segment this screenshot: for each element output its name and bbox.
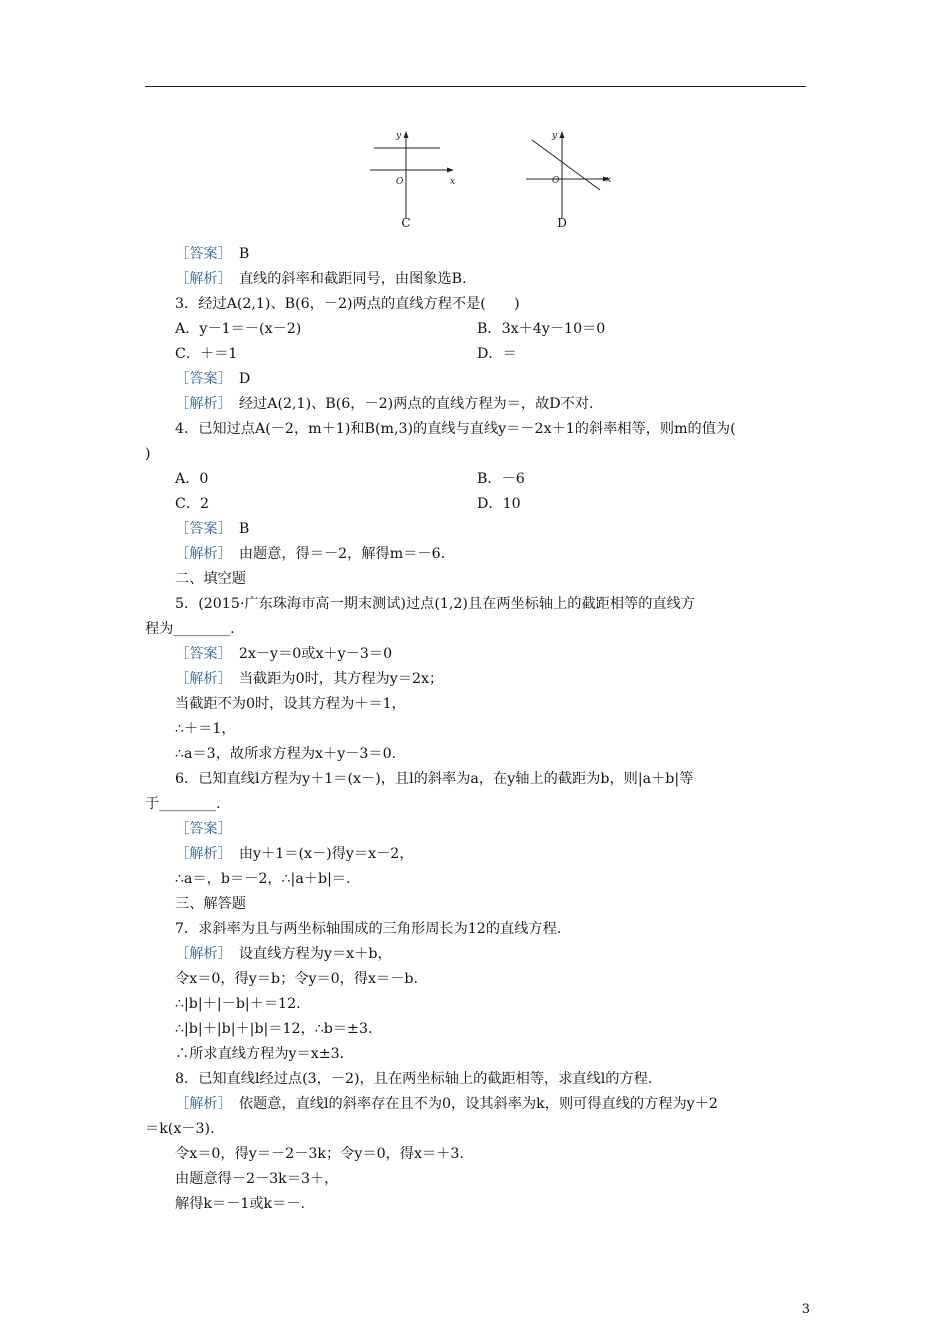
text-line xyxy=(145,317,806,342)
line-text: B xyxy=(224,246,250,262)
line-text: 依题意，直线l的斜率存在且不为0，设其斜率为k，则可得直线的方程为y＋2 xyxy=(224,1096,718,1112)
text-line xyxy=(145,642,806,667)
line-text: ∴a＝3，故所求方程为x＋y－3＝0. xyxy=(175,746,397,762)
text-line xyxy=(145,867,806,892)
line-text: D xyxy=(224,371,251,387)
graph-d-origin-label: O xyxy=(552,176,560,186)
text-line xyxy=(145,342,806,367)
label-tag: ［解析］ xyxy=(175,1096,225,1112)
option-right: D．10 xyxy=(477,496,521,512)
label-tag: ［解析］ xyxy=(175,946,225,962)
line-text: ∴|b|＋|b|＋|b|＝12，∴b＝±3. xyxy=(175,1021,373,1037)
line-text: 令x＝0，得y＝b；令y＝0，得x＝－b. xyxy=(175,971,419,987)
line-text: 当截距为0时，其方程为y＝2x； xyxy=(224,671,444,687)
option-left: C．＋＝1 xyxy=(175,346,238,362)
text-line xyxy=(145,1017,806,1042)
line-text: ∴所求直线方程为y＝x±3. xyxy=(175,1046,345,1062)
text-line xyxy=(145,467,806,492)
line-text: 解得k＝－1或k＝－. xyxy=(175,1196,306,1212)
text-line xyxy=(145,417,806,442)
option-left: A．0 xyxy=(175,471,209,487)
text-line xyxy=(145,492,806,517)
text-line xyxy=(145,767,806,792)
line-text: 3．经过A(2,1)、B(6，－2)两点的直线方程不是( ) xyxy=(175,296,520,312)
text-line xyxy=(145,267,806,292)
graph-c-x-label: x xyxy=(450,177,456,187)
graph-c-plot xyxy=(366,128,466,218)
option-right: D．＝ xyxy=(477,346,517,362)
line-text: ) xyxy=(145,446,151,462)
label-tag: ［答案］ xyxy=(175,521,225,537)
text-line xyxy=(145,617,806,642)
line-text: ∴a＝，b＝－2，∴|a＋b|＝. xyxy=(175,871,351,887)
text-line xyxy=(145,967,806,992)
text-line xyxy=(145,992,806,1017)
text-line xyxy=(145,1092,806,1117)
line-text: ∴|b|＋|－b|＋＝12. xyxy=(175,996,301,1012)
graph-c-y-label: y xyxy=(396,131,402,141)
text-line xyxy=(145,1142,806,1167)
graph-d-x-label: x xyxy=(606,175,612,185)
line-text: ＝k(x－3). xyxy=(145,1121,215,1137)
label-tag: ［答案］ xyxy=(175,246,225,262)
text-line xyxy=(145,817,806,842)
text-line xyxy=(145,392,806,417)
graph-d xyxy=(522,128,622,234)
label-tag: ［答案］ xyxy=(175,646,225,662)
line-text: 当截距不为0时，设其方程为＋＝1， xyxy=(175,696,406,712)
option-left: A．y－1＝－(x－2) xyxy=(175,321,302,337)
line-text: 由题意，得＝－2，解得m＝－6. xyxy=(224,546,446,562)
text-line xyxy=(145,1117,806,1142)
text-line xyxy=(145,567,806,592)
line-text: 6．已知直线l方程为y＋1＝(x－)，且l的斜率为a，在y轴上的截距为b，则|a＋b|等 xyxy=(175,771,694,787)
line-text: 直线的斜率和截距同号，由图象选B. xyxy=(224,271,467,287)
header-rule xyxy=(145,86,806,87)
line-text: 令x＝0，得y＝－2－3k；令y＝0，得x＝＋3. xyxy=(175,1146,464,1162)
label-tag: ［解析］ xyxy=(175,271,225,287)
line-text: 由题意得－2－3k＝3＋， xyxy=(175,1171,339,1187)
text-line xyxy=(145,542,806,567)
text-line xyxy=(145,242,806,267)
text-line xyxy=(145,942,806,967)
label-tag: ［解析］ xyxy=(175,396,225,412)
line-text: 4．已知过点A(－2，m＋1)和B(m,3)的直线与直线y＝－2x＋1的斜率相等，则m的值为( xyxy=(175,421,736,437)
text-line xyxy=(145,517,806,542)
graph-c-origin-label: O xyxy=(396,177,404,187)
label-tag: ［解析］ xyxy=(175,546,225,562)
text-line xyxy=(145,592,806,617)
text-line xyxy=(145,892,806,917)
text-line xyxy=(145,1167,806,1192)
line-text: ∴＋＝1， xyxy=(175,721,236,737)
text-line xyxy=(145,917,806,942)
option-left: C．2 xyxy=(175,496,210,512)
text-line xyxy=(145,692,806,717)
line-text: 由y＋1＝(x－)得y＝x－2， xyxy=(224,846,414,862)
graph-c xyxy=(366,128,466,234)
text-line xyxy=(145,367,806,392)
line-text: 三、解答题 xyxy=(175,896,246,912)
page-number: 3 xyxy=(801,1302,810,1317)
text-line xyxy=(145,717,806,742)
label-tag: ［解析］ xyxy=(175,846,225,862)
line-text: 8．已知直线l经过点(3，－2)，且在两坐标轴上的截距相等，求直线l的方程. xyxy=(175,1071,653,1087)
text-line xyxy=(145,792,806,817)
line-text: 程为________. xyxy=(145,621,235,637)
text-line xyxy=(145,292,806,317)
graph-d-y-label: y xyxy=(552,131,558,141)
option-right: B．－6 xyxy=(477,471,525,487)
graph-d-caption: D xyxy=(557,216,567,230)
line-text: 7．求斜率为且与两坐标轴围成的三角形周长为12的直线方程. xyxy=(175,921,562,937)
text-line xyxy=(145,442,806,467)
line-text: 二、填空题 xyxy=(175,571,246,587)
line-text: 于________. xyxy=(145,796,221,812)
text-line xyxy=(145,1192,806,1217)
text-line xyxy=(145,742,806,767)
text-line xyxy=(145,842,806,867)
line-text: 2x－y＝0或x＋y－3＝0 xyxy=(224,646,393,662)
graph-d-plot xyxy=(522,128,622,218)
text-line xyxy=(145,1067,806,1092)
document-body xyxy=(145,242,806,1217)
text-line xyxy=(145,1042,806,1067)
graph-c-caption: C xyxy=(401,216,411,230)
text-line xyxy=(145,667,806,692)
label-tag: ［答案］ xyxy=(175,821,232,837)
line-text: B xyxy=(224,521,250,537)
line-text: 经过A(2,1)、B(6，－2)两点的直线方程为＝，故D不对. xyxy=(224,396,594,412)
line-text: 设直线方程为y＝x＋b， xyxy=(224,946,392,962)
label-tag: ［解析］ xyxy=(175,671,225,687)
option-right: B．3x＋4y－10＝0 xyxy=(477,321,606,337)
label-tag: ［答案］ xyxy=(175,371,225,387)
line-text: 5．(2015·广东珠海市高一期末测试)过点(1,2)且在两坐标轴上的截距相等的直线方 xyxy=(175,596,695,612)
